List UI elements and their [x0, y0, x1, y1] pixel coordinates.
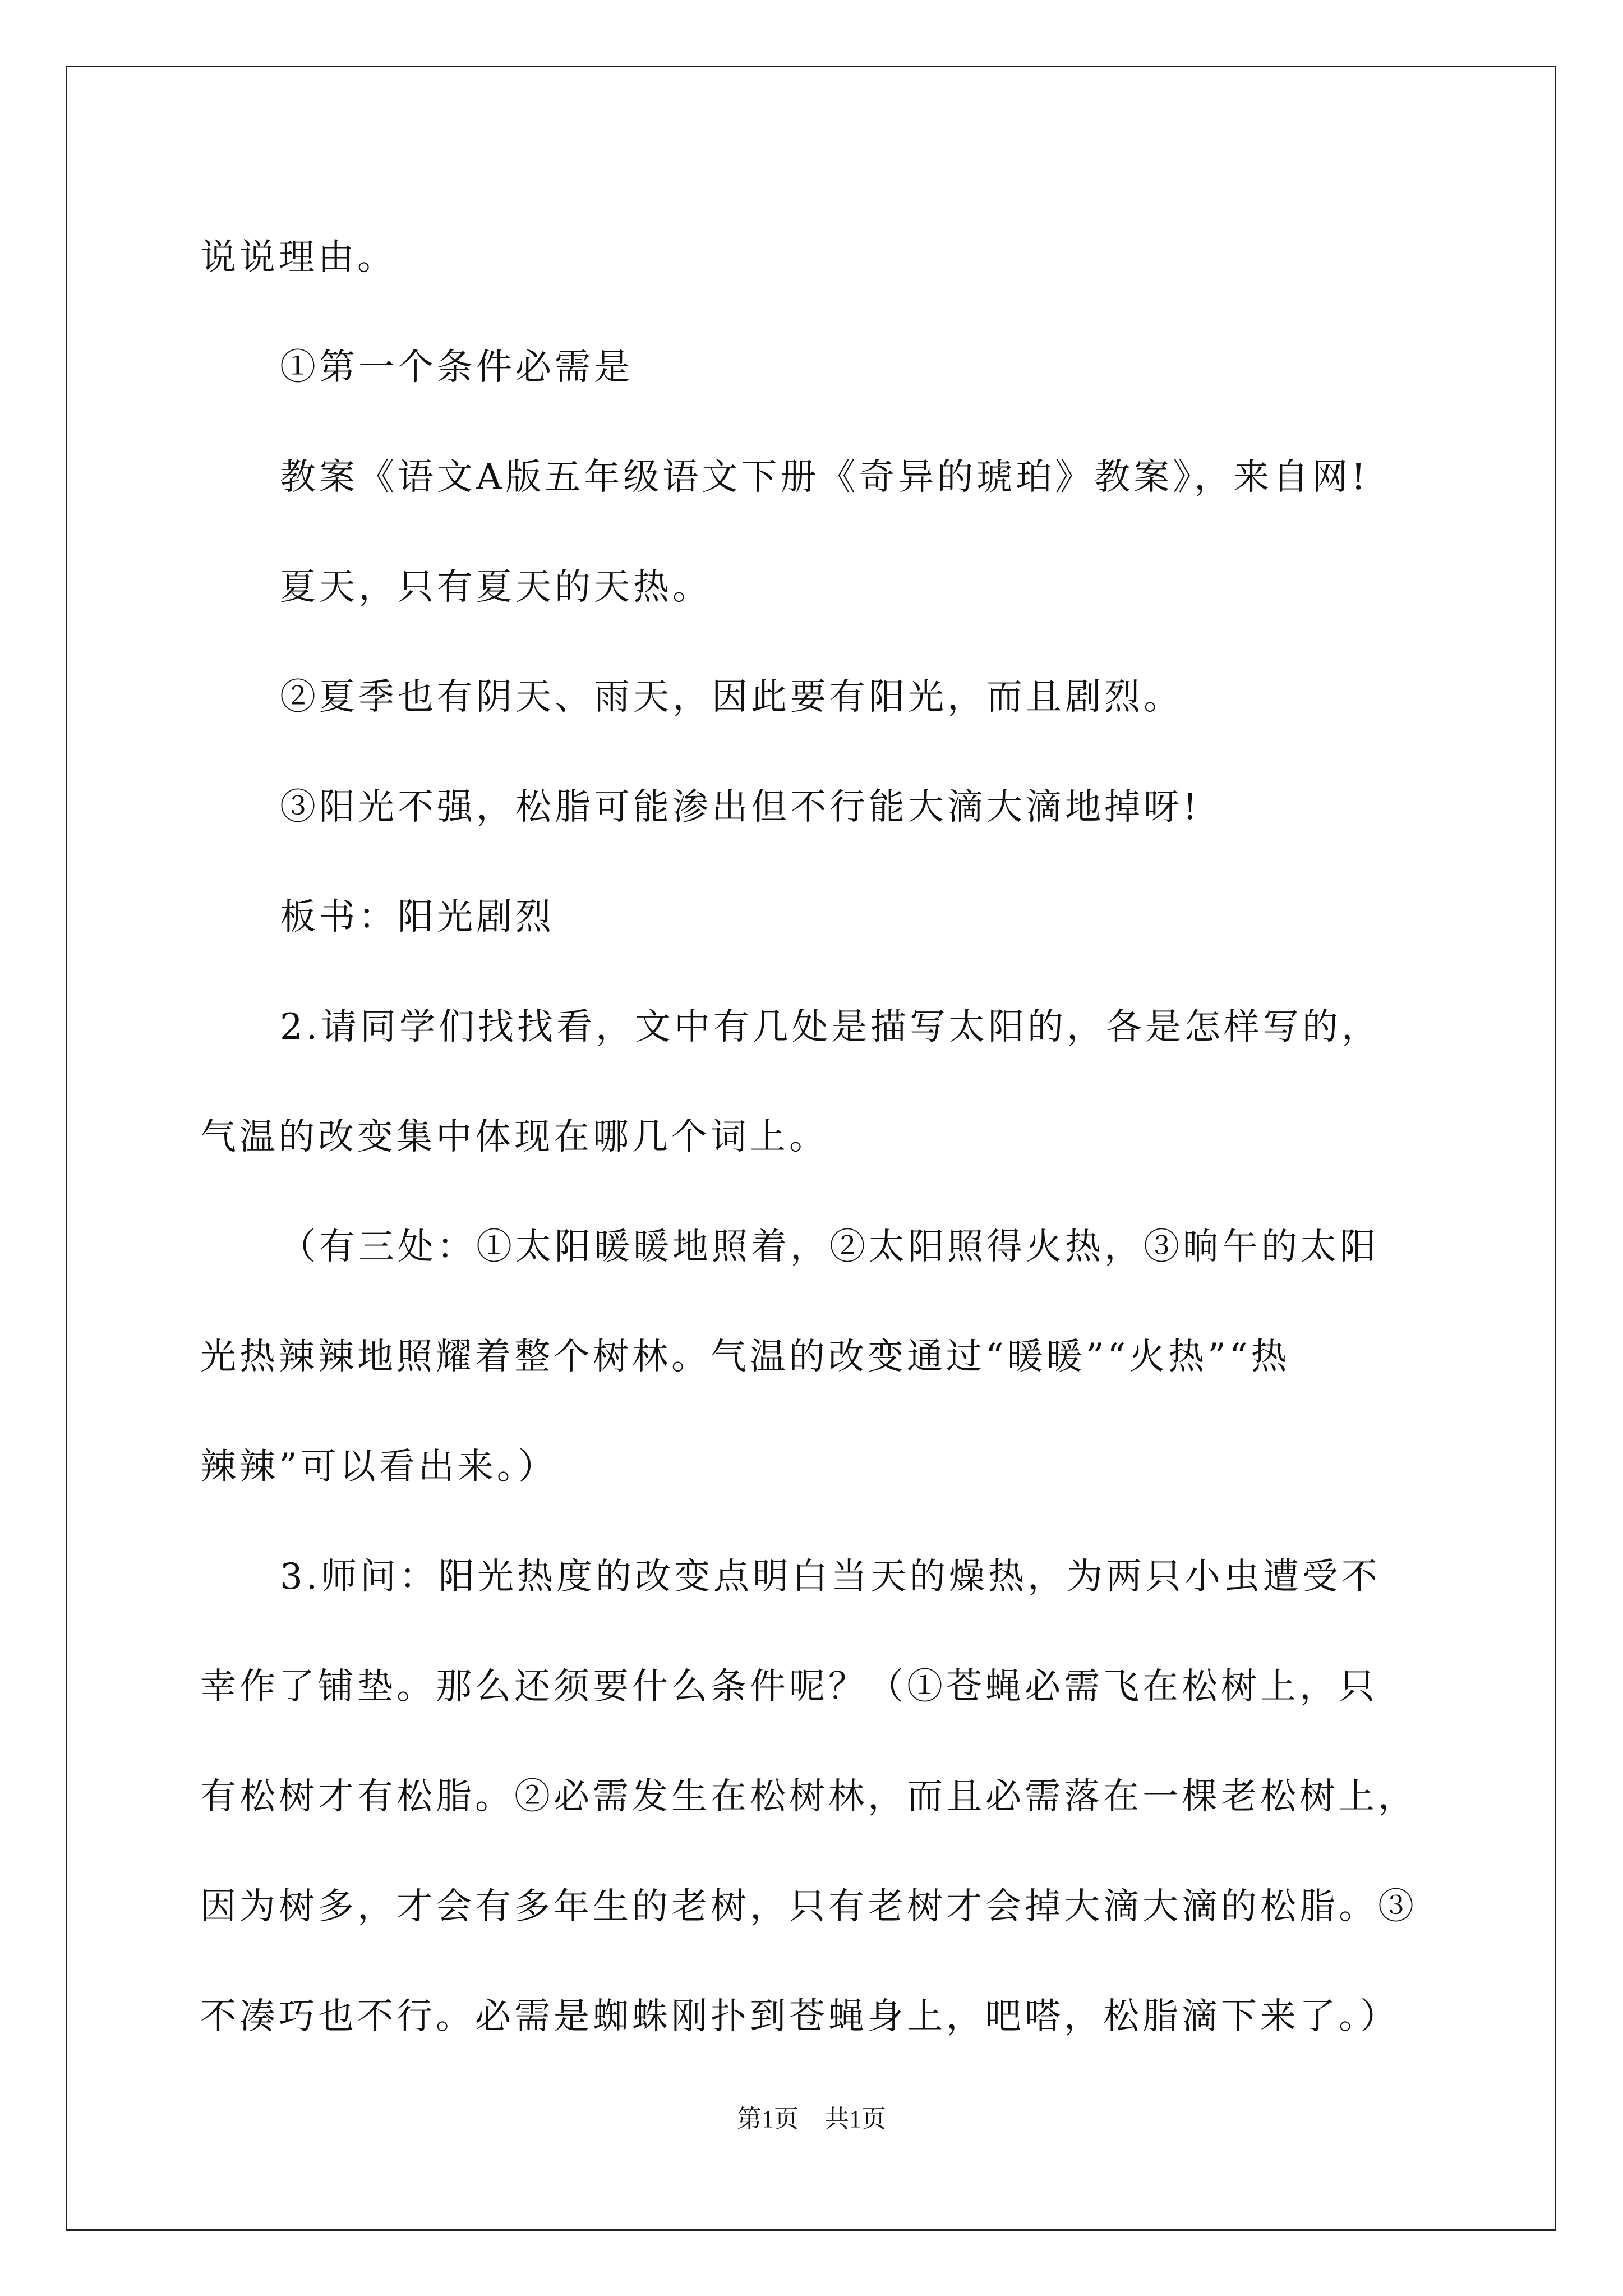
paragraph: 因为树多，才会有多年生的老树，只有老树才会掉大滴大滴的松脂。③	[200, 1886, 1417, 1927]
page-footer	[0, 2102, 1623, 2136]
paragraph: 2.请同学们找找看，文中有几处是描写太阳的，各是怎样写的，	[280, 1006, 1381, 1048]
paragraph: 光热辣辣地照耀着整个树林。气温的改变通过“暖暖”“火热”“热	[200, 1336, 1290, 1378]
page-number: 第1页	[737, 2105, 799, 2133]
paragraph: 辣辣”可以看出来。）	[200, 1446, 557, 1488]
document-body	[200, 203, 1428, 2072]
paragraph: ①第一个条件必需是	[280, 347, 633, 388]
page-total: 共1页	[824, 2105, 886, 2133]
paragraph: （有三处：①太阳暖暖地照着，②太阳照得火热，③晌午的太阳	[280, 1226, 1379, 1268]
paragraph: ②夏季也有阴天、雨天，因此要有阳光，而且剧烈。	[280, 677, 1183, 718]
paragraph: 板书：阳光剧烈	[280, 896, 555, 938]
paragraph: 说说理由。	[200, 237, 396, 278]
paragraph: 不凑巧也不行。必需是蜘蛛刚扑到苍蝇身上，吧嗒，松脂滴下来了。）	[200, 1996, 1399, 2037]
paragraph: 有松树才有松脂。②必需发生在松树林，而且必需落在一棵老松树上，	[200, 1776, 1417, 1818]
paragraph: 幸作了铺垫。那么还须要什么条件呢？（①苍蝇必需飞在松树上，只	[200, 1666, 1378, 1708]
paragraph: 气温的改变集中体现在哪几个词上。	[200, 1116, 828, 1158]
paragraph: 3.师问：阳光热度的改变点明白当天的燥热，为两只小虫遭受不	[280, 1556, 1381, 1598]
paragraph: 教案《语文A版五年级语文下册《奇异的琥珀》教案》，来自网!	[280, 457, 1369, 498]
paragraph: ③阳光不强，松脂可能渗出但不行能大滴大滴地掉呀!	[280, 786, 1201, 828]
paragraph: 夏天，只有夏天的天热。	[280, 567, 712, 608]
